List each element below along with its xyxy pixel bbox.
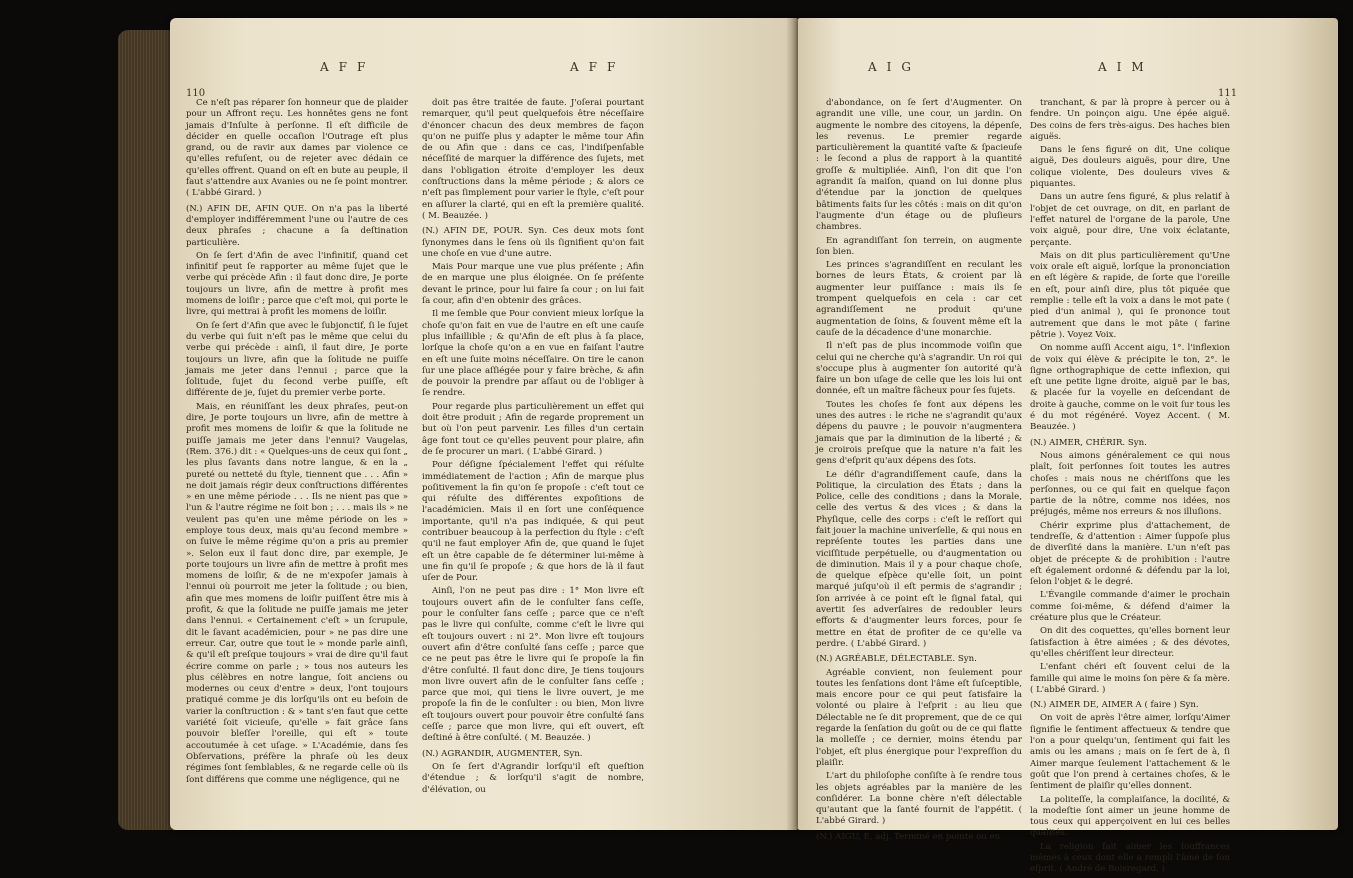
paragraph: On voit de après l'être aimer, lorſqu'Aimer ſignifie le ſentiment affectueux & tendre que l'on a pour quelqu'un, ſentiment qui fait les amis ou les amans ; mais on ſe ſert de à, ſi Aimer marque ſeulement l'attachement & le goût que l'on prend à certaines choſes, & le ſentiment de plaiſir qu'elles donnent. — [1030, 713, 1230, 792]
running-head-left-1: AFF — [320, 60, 376, 74]
paragraph: Toutes les choſes ſe font aux dépens les unes des autres : le riche ne s'agrandit qu'aux dépens du pauvre ; le pouvoir n'augmentera jamais que par la diminution de la liberté ; & je croirois preſque que la nature n'a fait les gens d'eſprit qu'aux dépens des ſots. — [816, 399, 1022, 467]
paragraph: doit pas être traitée de faute. J'oſerai pourtant remarquer, qu'il peut quelquefois être néceſſaire d'énoncer chacun des deux membres de façon qu'on ne puiſſe plus y adapter le même tour Afin de ou Afin que : dans ce cas, l'indiſpenſable néceſſité de marquer la différence des ſujets, met dans l'obligation étroite d'employer les deux conſtructions dans la même période ; & alors ce n'eſt pas ſimplement pour varier le ſtyle, c'eſt pour en aſſurer la clarté, qui en eſt la première qualité. ( M. Beauzée. ) — [422, 98, 644, 221]
paragraph: Agréable convient, non ſeulement pour toutes les ſenſations dont l'âme eſt ſuſceptible, mais encore pour ce qui peut ſatisfaire la volonté ou plaire à l'eſprit : au lieu que Délectable ne ſe dit proprement, que de ce qui regarde la ſenſation du goût ou de ce qui flatte la molleſſe ; ce dernier, moins étendu par l'objet, eſt plus énergique pour l'expreſſion du plaiſir. — [816, 667, 1022, 768]
open-book — [118, 18, 1338, 875]
paragraph: (N.) AIMER DE, AIMER A ( faire ) Syn. — [1030, 700, 1199, 711]
text-column-4 — [1030, 98, 1230, 878]
paragraph: (N.) AFIN DE, AFIN QUE. On n'a pas la liberté d'employer indifféremment l'une ou l'autre de ces deux phraſes ; chacune a ſa deſtination particulière. — [186, 203, 408, 248]
text-column-1 — [186, 98, 408, 788]
paragraph: L'Évangile commande d'aimer le prochain comme ſoi-même, & défend d'aimer la créature plus que le Créateur. — [1030, 590, 1230, 624]
text-column-3 — [816, 98, 1022, 845]
paragraph: On ſe ſert d'Afin de avec l'infinitif, quand cet infinitif peut ſe rapporter au même ſujet que le verbe qui précède Afin : il faut donc dire, Je porte toujours un livre, afin de mettre à profit mes momens de loiſir ; parce que c'eſt moi, qui porte le livre, qui mettrai à profit les momens de loiſir. — [186, 250, 408, 318]
paragraph: On dit des coquettes, qu'elles bornent leur ſatisfaction à être aimées ; & des dévotes, qu'elles chériſſent leur directeur. — [1030, 626, 1230, 659]
paragraph: d'abondance, on ſe ſert d'Augmenter. On agrandit une ville, une cour, un jardin. On augmente le nombre des citoyens, la dépenſe, les revenus. Le premier regarde particulièrement la quantité vaſte & ſpacieuſe : le ſecond a plus de rapport à la quantité groſſe & multipliée. Ainſi, l'on dit que l'on agrandit ſa maiſon, quand on lui donne plus d'étendue par la jonction de quelques bâtiments faits ſur les côtés : mais on dit qu'on l'augmente d'un étage ou de pluſieurs chambres. — [816, 98, 1022, 233]
paragraph: La religion fait aimer les ſouffrances mêmes à ceux dont elle a rempli l'âme de ſon eſprit. ( André de Boisregard. ) — [1030, 841, 1230, 875]
page-number-right: 111 — [1218, 88, 1238, 99]
paragraph: (N.) AFIN DE, POUR. Syn. Ces deux mots ſont ſynonymes dans le ſens où ils ſignifient qu'on fait une choſe en vue d'une autre. — [422, 226, 644, 259]
running-head-right-2: AIM — [1098, 60, 1154, 74]
left-page-stack — [118, 30, 178, 830]
paragraph: Mais, en réuniſſant les deux phraſes, peut-on dire, Je porte toujours un livre, afin de mettre à profit mes momens de loiſir & que la ſolitude ne puiſſe jamais me jeter dans l'ennui? Vaugelas, (Rem. 376.) dit : « Quelques-uns de ceux qui ſont „ les plus ſavants dans notre langue, & en la „ pureté ou netteté du ſtyle, tiennent que . . . Afin » ne doit jamais régir deux conſtructions différentes » en une même période . . . Ils ne nient pas que » l'un & l'autre régime ne ſoit bon ; . . . mais ils » ne veulent pas qu'en une même période on les » employe tous deux, mais qu'au ſecond membre » on ſuive le même régime qu'on a pris au premier ». Selon eux il faut donc dire, par exemple, Je porte toujours un livre afin de mettre à profit mes momens de loiſir, & de ne m'expoſer jamais à l'ennui où pourroit me jeter la ſolitude ; ou bien, afin que mes momens de loiſir puiſſent être mis à profit, & que la ſolitude ne puiſſe jamais me jeter dans l'ennui. « Certainement c'eſt » un ſcrupule, dit le ſavant académicien, pour » ne pas dire une erreur. Car, outre que tout le » monde parle ainſi, & qu'il eſt preſque toujours » vrai de dire qu'il faut écrire comme on parle ; » tous nos auteurs les plus célèbres en notre langue, ſoit anciens ou modernes ou ceux d'entre » deux, l'ont toujours pratiqué comme je dis lorſqu'ils ont eu beſoin de varier la conſtruction : & » tant s'en faut que cette variété ſoit vicieuſe, qu'elle » fait grâce ſans pouvoir bleſſer l'oreille, qui eſt » toute accoutumée à cet uſage. » L'Académie, dans ſes Obſervations, préfère la phraſe où les deux régimes ſont ſemblables, & ne regarde celle où ils ſont différens que comme une négligence, qui ne — [186, 401, 408, 785]
paragraph: tranchant, & par là propre à percer ou à fendre. Un poinçon aigu. Une épée aiguë. Des coins de fers très-aigus. Des haches bien aiguës. — [1030, 98, 1230, 142]
paragraph: L'art du philoſophe conſiſte à ſe rendre tous les objets agréables par la manière de les conſidérer. La bonne chère n'eſt délectable qu'autant que la ſanté fournit de l'appétit. ( L'abbé Girard. ) — [816, 771, 1022, 827]
paragraph: Mais Pour marque une vue plus préſente ; Afin de en marque une plus éloignée. On ſe préſente devant le prince, pour lui faire ſa cour ; on lui fait ſa cour, afin d'en obtenir des grâces. — [422, 262, 644, 307]
paragraph: Le déſir d'agrandiſſement cauſe, dans la Politique, la circulation des États ; dans la Police, celle des conditions ; dans la Morale, celle des vertus & des vices ; & dans la Phyſique, celle des corps : c'eſt le reſſort qui fait jouer la machine univerſelle, & qui nous en repréſente toutes les parties dans une viciſſitude perpétuelle, ou d'augmentation ou de diminution. Mais il y a pour chaque choſe, de quelque eſpèce qu'elle ſoit, un point marqué juſqu'où il eſt permis de s'agrandir ; ſon arrivée à ce point eſt le ſignal fatal, qui avertit ſes adverſaires de redoubler leurs efforts & d'augmenter leurs forces, pour ſe mettre en état de profiter de ce qu'elle va perdre. ( L'abbé Girard. ) — [816, 469, 1022, 649]
paragraph: Nous aimons généralement ce qui nous plaît, ſoit perſonnes ſoit toutes les autres choſes : mais nous ne chériſſons que les perſonnes, ou ce qui fait en quelque façon partie de la nôtre, comme nos idées, nos préjugés, même nos erreurs & nos illuſions. — [1030, 450, 1230, 518]
paragraph: Chérir exprime plus d'attachement, de tendreſſe, & d'attention : Aimer ſuppoſe plus de diverſité dans la manière. L'un n'eſt pas objet de précepte & de prohibition : l'autre eſt également ordonné & défendu par la loi, ſelon l'objet & le degré. — [1030, 520, 1230, 588]
paragraph: Dans le ſens figuré on dit, Une colique aiguë, Des douleurs aiguës, pour dire, Une colique violente, Des douleurs vives & piquantes. — [1030, 145, 1230, 190]
paragraph: On nomme auſſi Accent aigu, 1°. l'inflexion de voix qui élève & précipite le ton, 2°. le ſigne orthographique de cette inflexion, qui eſt une petite ligne droite, aiguë par le bas, & placée ſur la voyelle en deſcendant de droite à gauche, comme on le voit ſur tous les é du mot régénéré. Voyez Accent. ( M. Beauzée. ) — [1030, 343, 1230, 433]
paragraph: Pour déſigne ſpécialement l'effet qui réſulte immédiatement de l'action ; Afin de marque plus poſitivement la fin qu'on ſe propoſe : c'eſt tout ce qui réſulte des différentes expoſitions de l'académicien. Mais il en ſort une conſéquence importante, qu'il n'a pas indiquée, & qui peut contribuer beaucoup à la perfection du ſtyle : c'eſt qu'il ne faut employer Afin de, que quand le ſujet eſt un être capable de ſe déterminer lui-même à une fin qu'il ſe propoſe ; & que hors de là il faut uſer de Pour. — [422, 460, 644, 584]
page-number-left: 110 — [186, 88, 206, 99]
paragraph: Il me ſemble que Pour convient mieux lorſque la choſe qu'on fait en vue de l'autre en eſt une cauſe plus infaillible ; & qu'Afin de eſt plus à ſa place, lorſque la choſe qu'on a en vue en faiſant l'autre en eſt une ſuite moins néceſſaire. On tire le canon ſur une place aſſiégée pour y faire brèche, & afin de pouvoir la prendre par aſſaut ou de l'obliger à ſe rendre. — [422, 309, 644, 399]
paragraph: L'enfant chéri eſt ſouvent celui de la famille qui aime le moins ſon père & ſa mère. ( L'abbé Girard. ) — [1030, 662, 1230, 695]
paragraph: On ſe ſert d'Afin que avec le ſubjonctif, ſi le ſujet du verbe qui ſuit n'eſt pas le même que celui du verbe qui précède : ainſi, il faut dire, Je porte toujours un livre, afin que la ſolitude ne puiſſe jamais me jeter dans l'ennui ; parce que la ſolitude, ſujet du ſecond verbe puiſſe, eſt différente de je, ſujet du premier verbe porte. — [186, 320, 408, 399]
paragraph: (N.) AGRANDIR, AUGMENTER, Syn. — [422, 748, 583, 759]
left-page — [170, 18, 798, 830]
paragraph: (N.) AGRÉABLE, DÉLECTABLE. Syn. — [816, 654, 977, 665]
paragraph: (N.) AIGU, E, adj. Terminé en pointe ou en — [816, 831, 1001, 842]
right-page — [798, 18, 1338, 875]
paragraph: En agrandiſſant ſon terrein, on augmente ſon bien. — [816, 235, 1022, 257]
running-head-left-2: AFF — [570, 60, 626, 74]
paragraph: Mais on dit plus particulièrement qu'Une voix orale eſt aiguë, lorſque la prononciation en eſt légère & rapide, de ſorte que l'oreille en eſt, pour ainſi dire, plus tôt piquée que remplie : telle eſt la voix a dans le mot pate ( pied d'un animal ), qui ſe prononce tout autrement que dans le mot pâte ( farine pêtrie ). Voyez Voix. — [1030, 250, 1230, 340]
paragraph: Ainſi, l'on ne peut pas dire : 1° Mon livre eſt toujours ouvert afin de le conſulter ſans ceſſe, pour le conſulter ſans ceſſe ; parce que ce n'eſt pas le livre qui conſulte, comme c'eſt le livre qui eſt toujours ouvert : ni 2°. Mon livre eſt toujours ouvert afin d'être conſulté ſans ceſſe ; parce que ce ne peut pas être le livre qui ſe propoſe la fin d'être conſulté. Il faut donc dire, Je tiens toujours mon livre ouvert afin de le conſulter ſans ceſſe ; parce que moi, qui tiens le livre ouvert, je me propoſe la fin de le conſulter : ou bien, Mon livre eſt toujours ouvert pour pouvoir être conſulté ſans ceſſe ; parce que mon livre, qui eſt ouvert, eſt deſtiné à être conſulté. ( M. Beauzée. ) — [422, 586, 644, 744]
text-column-2 — [422, 98, 644, 798]
paragraph: Pour regarde plus particulièrement un effet qui doit être produit ; Afin de regarde proprement un but où l'on peut parvenir. Les filles d'un certain âge font tout ce qu'elles peuvent pour plaire, afin de ſe procurer un mari. ( L'abbé Girard. ) — [422, 401, 644, 457]
paragraph: On ſe ſert d'Agrandir lorſqu'il eſt queſtion d'étendue ; & lorſqu'il s'agit de nombre, d'élévation, ou — [422, 761, 644, 795]
paragraph: La politeſſe, la complaiſance, la docilité, & la modeſtie ſont aimer un jeune homme de tous ceux qui apperçoivent en lui ces belles qualités. — [1030, 794, 1230, 839]
paragraph: (N.) AIMER, CHÉRIR. Syn. — [1030, 437, 1147, 448]
paragraph: Ce n'eſt pas réparer ſon honneur que de plaider pour un Affront reçu. Les honnêtes gens ne font jamais d'Inſulte à perſonne. Il eſt difficile de décider en quelle occaſion l'Outrage eſt plus grand, ou de ravir aux dames par violence ce qu'elles refuſent, ou de rejeter avec dédain ce qu'elles offrent. Quand on eſt en bute au peuple, il faut s'attendre aux Avanies ou ne ſe point montrer. ( L'abbé Girard. ) — [186, 98, 408, 199]
paragraph: Les princes s'agrandiſſent en reculant les bornes de leurs États, & croient par là augmenter leur puiſſance : mais ils ſe trompent quelquefois en cela : car cet agrandiſſement ne produit qu'une augmentation de ſoins, & ſouvent même eſt la cauſe de la décadence d'une monarchie. — [816, 260, 1022, 338]
paragraph: Il n'eſt pas de plus incommode voiſin que celui qui ne cherche qu'à s'agrandir. Un roi qui s'occupe plus à augmenter ſon autorité qu'à faire un bon uſage de celle que les lois lui ont donnée, eſt un maître fâcheux pour ſes ſujets. — [816, 341, 1022, 397]
paragraph: Dans un autre ſens figuré, & plus relatif à l'objet de cet ouvrage, on dit, en parlant de l'effet naturel de l'organe de la parole, Une voix aiguë, pour dire, Une voix éclatante, perçante. — [1030, 192, 1230, 248]
running-head-right-1: AIG — [868, 60, 921, 74]
